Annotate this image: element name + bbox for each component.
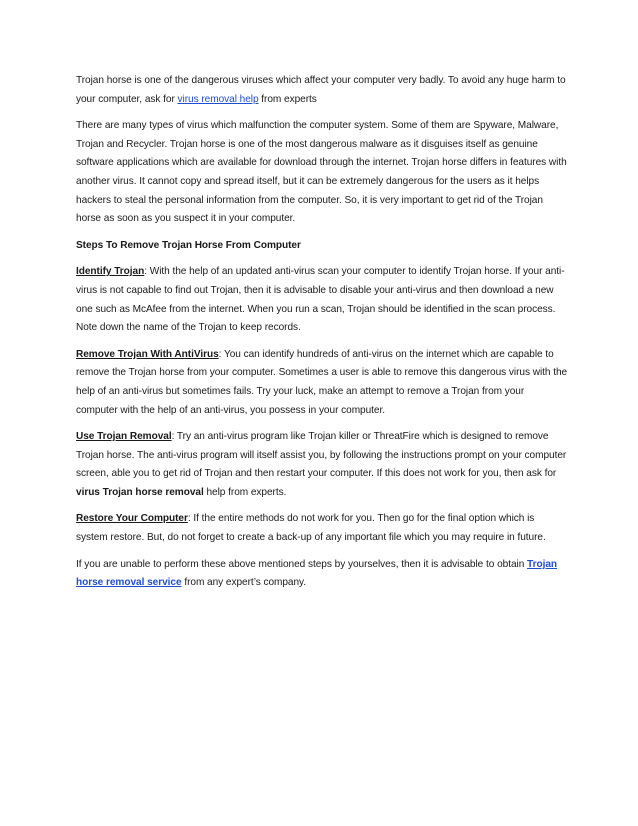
use-trojan-removal-lead: Use Trojan Removal <box>76 431 172 443</box>
identify-trojan-text: : With the help of an updated anti-virus scan your computer to identify Trojan horse. If your anti-virus is not capable to find out Trojan, then it is advisable to disable your anti-virus and then download a new one such as McAfee from the internet. When you run a scan, Trojan should be identified in the scan process. Note down the name of the Trojan to keep records. <box>76 266 565 334</box>
restore-computer-text: : If the entire methods do not work for you. Then go for the final option which is system restore. But, do not forget to create a back-up of any important file which you may require in future. <box>76 513 546 544</box>
remove-antivirus-text: : You can identify hundreds of anti-virus on the internet which are capable to remove the Trojan horse from your computer. Sometimes a user is able to remove this dangerous virus with the help of an anti-virus but sometimes fails. Try your luck, make an attempt to remove a Trojan from your computer with the help of an anti-virus, you possess in your computer. <box>76 348 568 416</box>
identify-trojan-lead: Identify Trojan <box>76 266 145 278</box>
closing-text: If you are unable to perform these above mentioned steps by yourselves, then it is advisable to obtain <box>76 558 528 570</box>
paragraph-closing <box>76 556 568 593</box>
virus-types-text: There are many types of virus which malfunction the computer system. Some of them are Spyware, Malware, Trojan and Recycler. Trojan horse is one of the most dangerous malware as it disguises itself as genuine software applications which are available for download through the internet. Trojan horse differs in features with another virus. It cannot copy and spread itself, but it can be extremely dangerous for the users as it helps hackers to steal the personal information from the computer. So, it is very important to get rid of the Trojan horse as soon as you suspect it in your computer. <box>76 120 567 225</box>
closing-text-end: from any expert’s company. <box>181 577 307 589</box>
paragraph-virus-types <box>76 117 568 229</box>
use-trojan-removal-end: help from experts. <box>203 486 287 498</box>
trojan-removal-service-link[interactable]: Trojan horse removal service <box>76 558 558 589</box>
paragraph-restore-computer <box>76 510 568 547</box>
paragraph-intro <box>76 72 568 109</box>
paragraph-use-trojan-removal <box>76 428 568 502</box>
remove-antivirus-lead: Remove Trojan With AntiVirus <box>76 348 219 360</box>
intro-text-end: from experts <box>258 93 317 105</box>
virus-removal-help-link[interactable]: virus removal help <box>177 93 259 105</box>
use-trojan-removal-text: : Try an anti-virus program like Trojan killer or ThreatFire which is designed to remove Trojan horse. The anti-virus program will itself assist you, by following the instructions prompt on your computer screen, able you to get rid of Trojan and then restart your computer. If this does not work for you, then ask for <box>76 431 567 480</box>
document-body <box>76 72 568 601</box>
intro-text: Trojan horse is one of the dangerous viruses which affect your computer very badly. To avoid any huge harm to your computer, ask for <box>76 75 566 105</box>
restore-computer-lead: Restore Your Computer <box>76 513 188 525</box>
paragraph-remove-with-antivirus <box>76 346 568 420</box>
use-trojan-removal-bold: virus Trojan horse removal <box>76 486 204 498</box>
steps-heading: Steps To Remove Trojan Horse From Computer <box>76 239 301 251</box>
paragraph-identify-trojan <box>76 263 568 337</box>
